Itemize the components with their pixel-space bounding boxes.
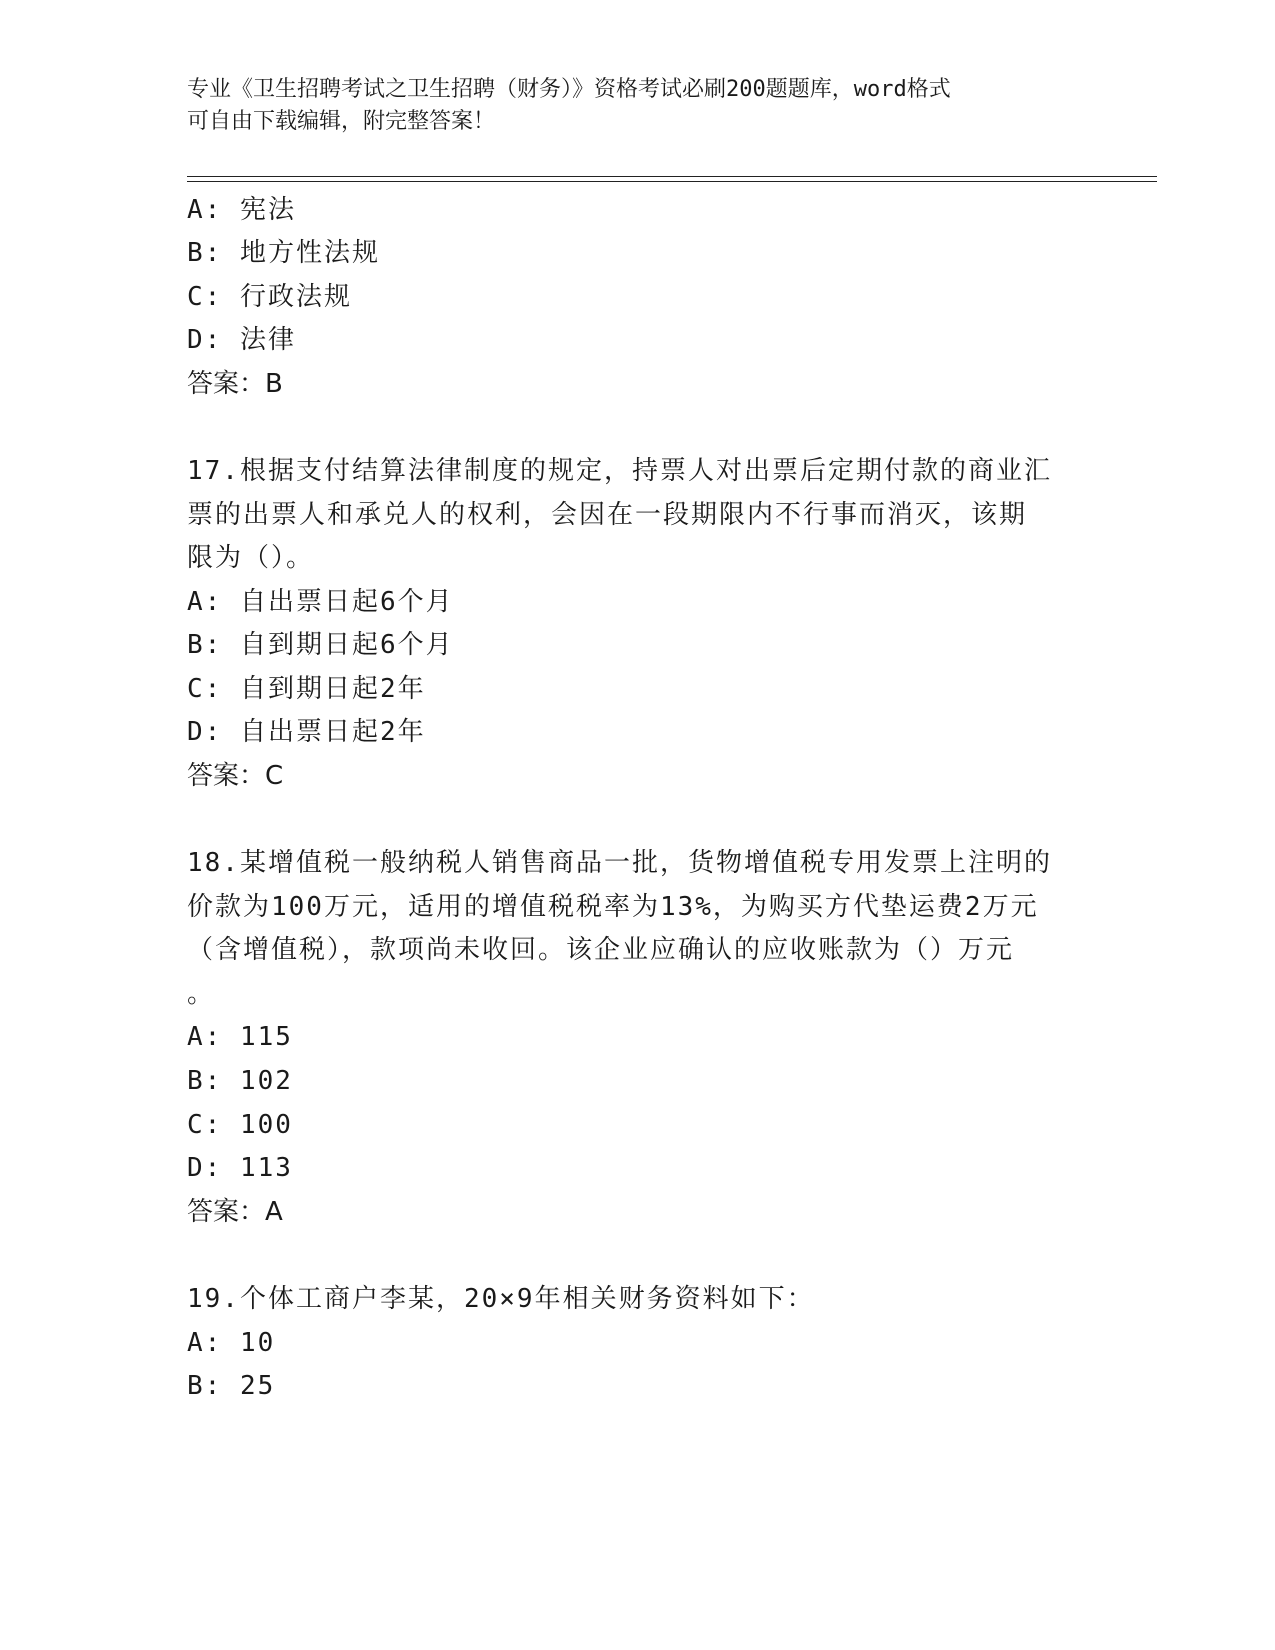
q19-stem-line-1: 19.个体工商户李某，20×9年相关财务资料如下： bbox=[187, 1284, 815, 1314]
q18-stem-line-1: 18.某增值税一般纳税人销售商品一批，货物增值税专用发票上注明的 bbox=[187, 848, 1052, 878]
q16-answer: 答案：B bbox=[187, 369, 283, 399]
q17-option-d: D: 自出票日起2年 bbox=[187, 717, 426, 747]
q16-option-a: A: 宪法 bbox=[187, 195, 296, 225]
q18-stem-line-4: 。 bbox=[187, 979, 216, 1009]
header-divider-bottom bbox=[187, 181, 1157, 182]
q18-stem-line-3: （含增值税），款项尚未收回。该企业应确认的应收账款为（）万元 bbox=[187, 935, 1015, 965]
header-line-2: 可自由下载编辑，附完整答案！ bbox=[187, 109, 496, 134]
q18-option-b: B: 102 bbox=[187, 1066, 293, 1096]
q18-option-c: C: 100 bbox=[187, 1110, 293, 1140]
q17-stem-line-2: 票的出票人和承兑人的权利，会因在一段期限内不行事而消灭，该期 bbox=[187, 500, 1028, 530]
q19-option-b: B: 25 bbox=[187, 1371, 276, 1401]
header-divider-top bbox=[187, 176, 1157, 177]
q17-stem-line-1: 17.根据支付结算法律制度的规定，持票人对出票后定期付款的商业汇 bbox=[187, 456, 1052, 486]
q17-answer: 答案：C bbox=[187, 761, 284, 791]
q17-option-a: A: 自出票日起6个月 bbox=[187, 587, 454, 617]
q18-answer: 答案：A bbox=[187, 1197, 283, 1227]
document-header bbox=[187, 74, 1087, 138]
q17-option-b: B: 自到期日起6个月 bbox=[187, 630, 454, 660]
q17-stem-line-3: 限为（）。 bbox=[187, 543, 315, 573]
q16-option-d: D: 法律 bbox=[187, 325, 296, 355]
q18-option-d: D: 113 bbox=[187, 1153, 293, 1183]
q16-option-c: C: 行政法规 bbox=[187, 282, 352, 312]
q16-option-b: B: 地方性法规 bbox=[187, 238, 380, 268]
q18-option-a: A: 115 bbox=[187, 1022, 293, 1052]
q19-option-a: A: 10 bbox=[187, 1328, 276, 1358]
q17-option-c: C: 自到期日起2年 bbox=[187, 674, 426, 704]
q18-stem-line-2: 价款为100万元，适用的增值税税率为13%，为购买方代垫运费2万元 bbox=[187, 892, 1039, 922]
header-line-1: 专业《卫生招聘考试之卫生招聘（财务）》资格考试必刷200题题库，word格式 bbox=[187, 77, 951, 102]
